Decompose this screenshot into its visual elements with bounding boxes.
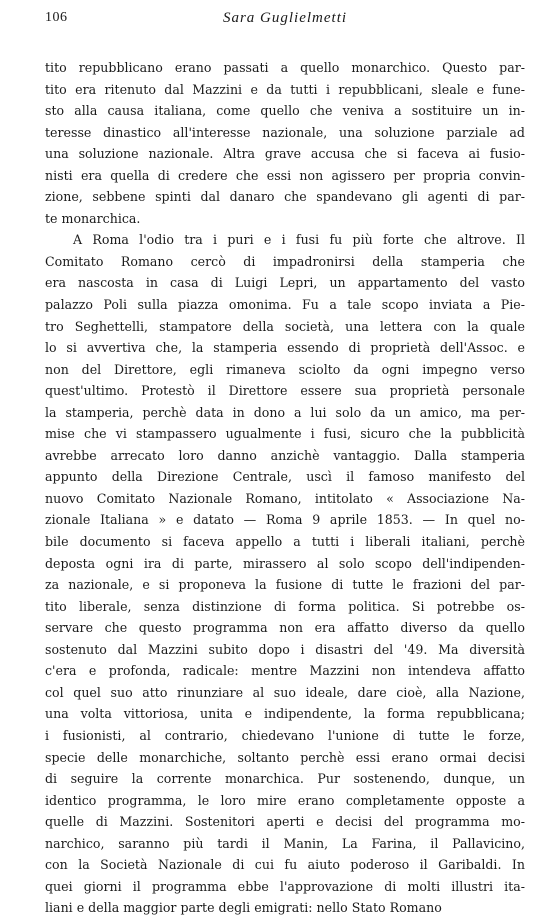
- text-line: nisti era quella di credere che essi non agissero per propria convin-: [45, 167, 525, 183]
- text-line: con la Società Nazionale di cui fu aiuto poderoso il Garibaldi. In: [45, 857, 525, 873]
- text-line: sostenuto dal Mazzini subito dopo i disastri del '49. Ma diversità: [45, 641, 525, 657]
- text-line: sto alla causa italiana, come quello che veniva a sostituire un in-: [45, 103, 525, 119]
- text-line: identico programma, le loro mire erano completamente opposte a: [45, 792, 525, 808]
- body-text: [45, 57, 525, 919]
- text-line: i fusionisti, al contrario, chiedevano l'unione di tutte le forze,: [45, 727, 525, 743]
- page-header: [45, 10, 525, 32]
- text-line: bile documento si faceva appello a tutti i liberali italiani, perchè: [45, 534, 525, 550]
- text-line: mise che vi stampassero ugualmente i fusi, sicuro che la pubblicità: [45, 426, 525, 442]
- text-line: appunto della Direzione Centrale, uscì il famoso manifesto del: [45, 469, 525, 485]
- text-line: una volta vittoriosa, unita e indipendente, la forma repubblicana;: [45, 706, 525, 722]
- text-line: teresse dinastico all'interesse nazionale, una soluzione parziale ad: [45, 124, 525, 140]
- text-line: c'era e profonda, radicale: mentre Mazzini non intendeva affatto: [45, 663, 525, 679]
- paragraph: [45, 229, 525, 919]
- text-line: tito era ritenuto dal Mazzini e da tutti i repubblicani, sleale e fune-: [45, 81, 525, 97]
- text-line: tito repubblicano erano passati a quello monarchico. Questo par-: [45, 60, 525, 75]
- text-line: Comitato Romano cercò di impadronirsi della stamperia che: [45, 253, 525, 269]
- text-line: zionale Italiana » e datato — Roma 9 aprile 1853. — In quel no-: [45, 512, 525, 528]
- text-line: quest'ultimo. Protestò il Direttore essere sua proprietà personale: [45, 383, 525, 399]
- text-line: la stamperia, perchè data in dono a lui solo da un amico, ma per-: [45, 404, 525, 420]
- text-line: col quel suo atto rinunziare al suo ideale, dare cioè, alla Nazione,: [45, 684, 525, 700]
- text-line: tito liberale, senza distinzione di forma politica. Si potrebbe os-: [45, 598, 525, 614]
- text-line: deposta ogni ira di parte, mirassero al solo scopo dell'indipenden-: [45, 555, 525, 571]
- page-number: 106: [45, 10, 68, 25]
- text-line: di seguire la corrente monarchica. Pur sostenendo, dunque, un: [45, 771, 525, 787]
- text-line: za nazionale, e si proponeva la fusione di tutte le frazioni del par-: [45, 577, 525, 593]
- text-line: avrebbe arrecato loro danno anzichè vantaggio. Dalla stamperia: [45, 447, 525, 463]
- text-line: zione, sebbene spinti dal danaro che spandevano gli agenti di par-: [45, 189, 525, 205]
- running-head-author: Sara Guglielmetti: [222, 10, 348, 26]
- text-line: te monarchica.: [45, 210, 141, 226]
- text-line: non del Direttore, egli rimaneva sciolto da ogni impegno verso: [45, 361, 525, 377]
- text-line: era nascosta in casa di Luigi Lepri, un appartamento del vasto: [45, 275, 525, 291]
- text-line: quelle di Mazzini. Sostenitori aperti e decisi del programma mo-: [45, 814, 525, 830]
- paragraph: [45, 57, 525, 229]
- text-line: quei giorni il programma ebbe l'approvazione di molti illustri ita-: [45, 878, 525, 894]
- text-line: A Roma l'odio tra i puri e i fusi fu più forte che altrove. Il: [73, 232, 525, 248]
- text-line: servare che questo programma non era affatto diverso da quello: [45, 620, 525, 636]
- text-line: liani e della maggior parte degli emigrati: nello Stato Romano: [45, 900, 442, 916]
- text-line: palazzo Poli sulla piazza omonima. Fu a tale scopo inviata a Pie-: [45, 297, 525, 313]
- text-line: specie delle monarchiche, soltanto perchè essi erano ormai decisi: [45, 749, 525, 765]
- text-line: una soluzione nazionale. Altra grave accusa che si faceva ai fusio-: [45, 146, 525, 162]
- text-line: lo si avvertiva che, la stamperia essendo di proprietà dell'Assoc. e: [45, 340, 525, 356]
- text-line: nuovo Comitato Nazionale Romano, intitolato « Associazione Na-: [45, 490, 525, 506]
- text-line: tro Seghettelli, stampatore della società, una lettera con la quale: [45, 318, 525, 334]
- text-line: narchico, saranno più tardi il Manin, La Farina, il Pallavicino,: [45, 835, 525, 851]
